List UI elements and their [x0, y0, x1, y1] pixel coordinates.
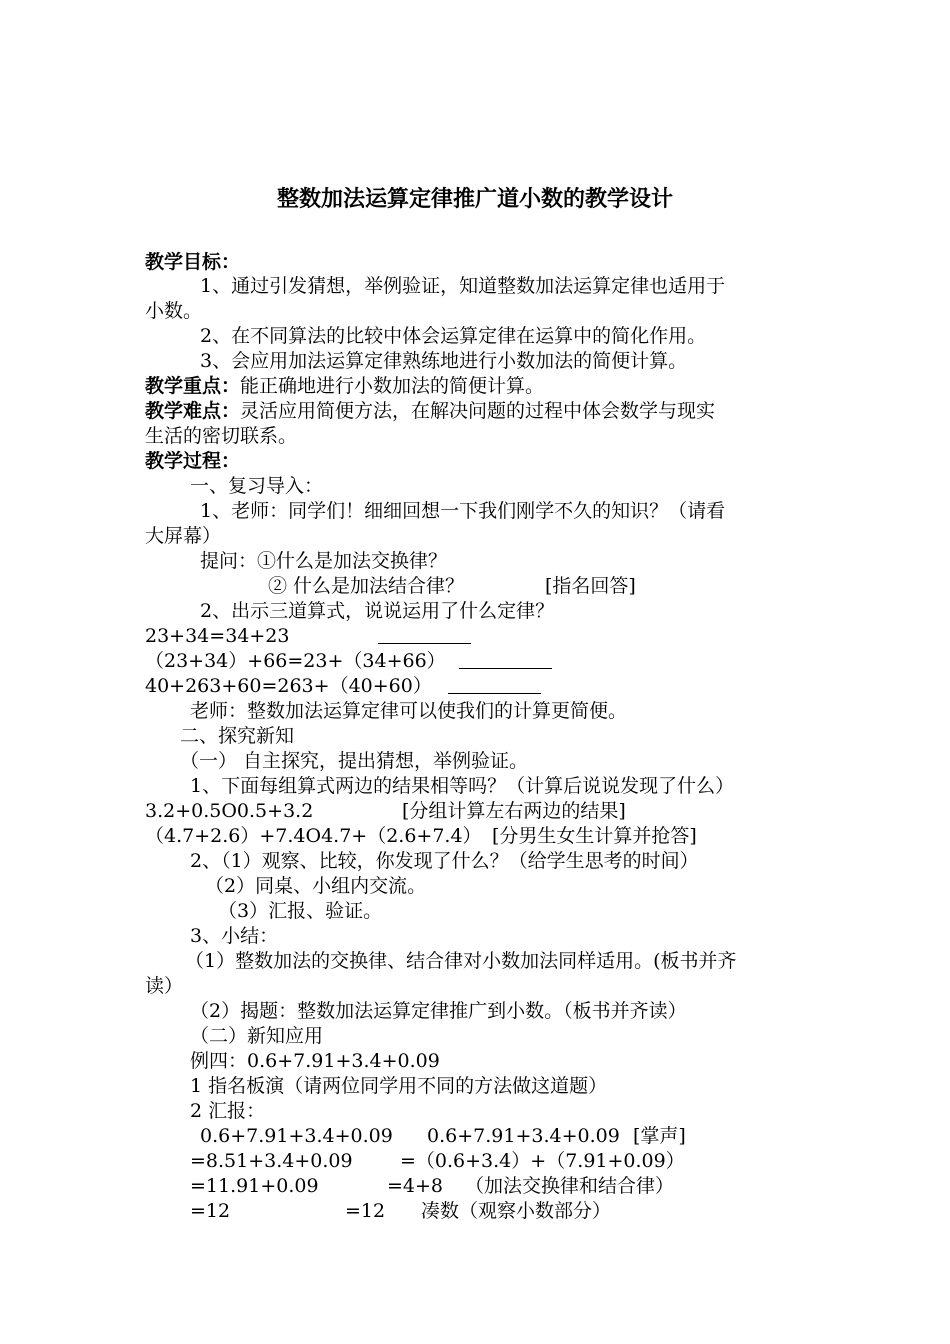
section-2-item-3: 3、小结：	[190, 925, 279, 947]
equation-3: 40+263+60=263+（40+60）	[145, 675, 432, 697]
comparison-2: （4.7+2.6）+7.4O4.7+（2.6+7.4）	[145, 825, 482, 847]
calc-right-line-1: 0.6+7.91+3.4+0.09	[427, 1125, 620, 1147]
key-point-line	[145, 374, 544, 399]
section-2-item-2-part-2: （2）同桌、小组内交流。	[205, 875, 427, 897]
section-2-item-1: 1、下面每组算式两边的结果相等吗？（计算后说说发现了什么）	[190, 775, 735, 797]
key-point-label: 教学重点：	[145, 375, 241, 397]
subsection-1-heading: （一） 自主探究，提出猜想，举例验证。	[180, 750, 529, 772]
subsection-2-heading: （二）新知应用	[190, 1025, 324, 1047]
summary-1-line-1: （1）整数加法的交换律、结合律对小数加法同样适用。(板书并齐	[185, 950, 737, 972]
equation-2: （23+34）+66=23+（34+66）	[145, 650, 446, 672]
difficulty-label: 教学难点：	[145, 400, 241, 422]
objective-1-line-2: 小数。	[145, 300, 203, 322]
comparison-1: 3.2+0.5O0.5+3.2	[145, 800, 314, 822]
difficulty-text-1: 灵活应用简便方法，在解决问题的过程中体会数学与现实	[240, 400, 716, 422]
section-2-item-2-part-3: （3）汇报、验证。	[218, 900, 383, 922]
answer-blank-1	[378, 643, 471, 644]
example-step-2: 2 汇报：	[190, 1100, 266, 1122]
teacher-remark: 老师：整数加法运算定律可以使我们的计算更简便。	[190, 700, 628, 722]
answer-blank-3	[448, 693, 541, 694]
objectives-heading: 教学目标：	[145, 251, 241, 273]
section-2-heading: 二、探究新知	[180, 725, 295, 747]
objective-1-line-1: 1、通过引发猜想，举例验证，知道整数加法运算定律也适用于	[200, 275, 726, 297]
difficulty-line-2: 生活的密切联系。	[145, 425, 298, 447]
calc-left-line-3: =11.91+0.09	[190, 1175, 319, 1197]
comparison-2-note: [分男生女生计算并抢答]	[492, 825, 697, 847]
document-title: 整数加法运算定律推广道小数的教学设计	[276, 187, 673, 212]
process-heading: 教学过程：	[145, 450, 241, 472]
question-1: 提问：①什么是加法交换律？	[200, 550, 448, 572]
calc-right-line-3: =4+8	[387, 1175, 444, 1197]
section-1-heading: 一、复习导入：	[190, 475, 324, 497]
calc-note-1: [掌声]	[633, 1125, 686, 1147]
calc-right-line-4: =12	[345, 1200, 386, 1222]
difficulty-line-1	[145, 399, 715, 424]
example-4: 例四：0.6+7.91+3.4+0.09	[190, 1050, 440, 1072]
question-2-note: [指名回答]	[545, 575, 636, 597]
section-2-item-2: 2、（1）观察、比较，你发现了什么？（给学生思考的时间）	[190, 850, 699, 872]
equation-1: 23+34=34+23	[145, 625, 290, 647]
section-1-item-1-line-1: 1、老师：同学们！细细回想一下我们刚学不久的知识？（请看	[200, 500, 726, 522]
summary-2: （2）揭题：整数加法运算定律推广到小数。（板书并齐读）	[190, 1000, 687, 1022]
question-2: ② 什么是加法结合律？	[268, 575, 465, 597]
calc-left-line-2: =8.51+3.4+0.09	[190, 1150, 353, 1172]
answer-blank-2	[459, 668, 552, 669]
section-1-item-2: 2、出示三道算式，说说运用了什么定律？	[200, 600, 555, 622]
example-step-1: 1 指名板演（请两位同学用不同的方法做这道题）	[190, 1075, 608, 1097]
calc-note-3: （加法交换律和结合律）	[465, 1175, 675, 1197]
section-1-item-1-line-2: 大屏幕）	[145, 525, 222, 547]
summary-1-line-2: 读）	[145, 975, 184, 997]
comparison-1-note: [分组计算左右两边的结果]	[402, 800, 626, 822]
objective-3: 3、会应用加法运算定律熟练地进行小数加法的简便计算。	[200, 350, 688, 372]
calc-note-4: 凑数（观察小数部分）	[421, 1200, 612, 1222]
calc-right-line-2: =（0.6+3.4）+（7.91+0.09）	[400, 1150, 685, 1172]
calc-left-line-4: =12	[190, 1200, 231, 1222]
calc-left-line-1: 0.6+7.91+3.4+0.09	[200, 1125, 393, 1147]
key-point-text: 能正确地进行小数加法的简便计算。	[240, 375, 545, 397]
objective-2: 2、在不同算法的比较中体会运算定律在运算中的简化作用。	[200, 325, 707, 347]
